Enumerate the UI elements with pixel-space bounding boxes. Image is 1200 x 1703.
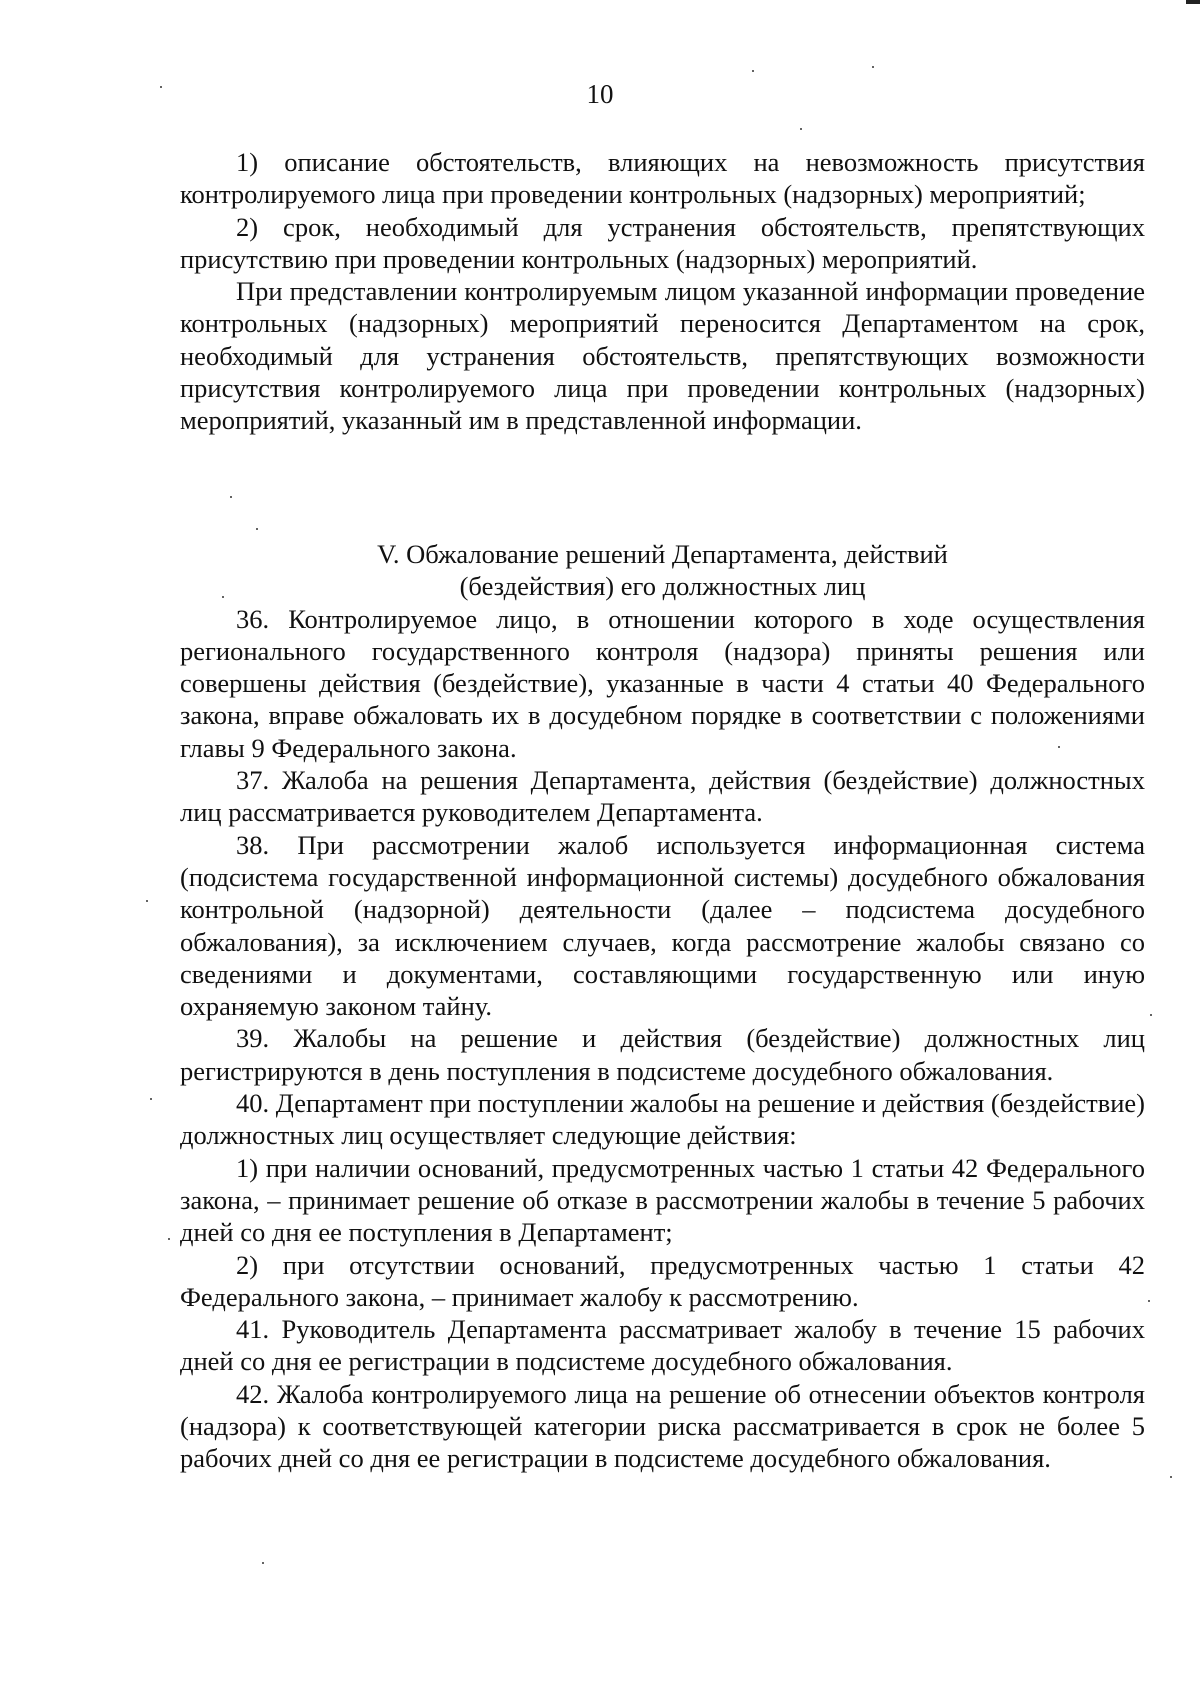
paragraph: 37. Жалоба на решения Департамента, действия (бездействие) должностных лиц рассматривается руководителем Департамента. [180, 765, 1145, 828]
intro-text [180, 146, 1145, 437]
scan-speck [256, 528, 258, 530]
paragraph: 1) при наличии оснований, предусмотренных частью 1 статьи 42 Федерального закона, – принимает решение об отказе в рассмотрении жалобы в течение 5 рабочих дней со дня ее поступления в Департамент; [180, 1152, 1145, 1248]
scan-speck [1170, 1476, 1172, 1478]
paragraph: 36. Контролируемое лицо, в отношении которого в ходе осуществления регионального государственного контроля (надзора) приняты решения или совершены действия (бездействие), указанные в части 4 статьи 40 Федерального закона, вправе обжаловать их в досудебном порядке в соответствии с положениями главы 9 Федерального закона. [180, 603, 1145, 763]
scan-speck [872, 66, 874, 68]
scan-speck [168, 1238, 170, 1240]
section-v [180, 538, 1145, 1475]
paragraph: 2) срок, необходимый для устранения обстоятельств, препятствующих присутствию при проведении контрольных (надзорных) мероприятий. [180, 211, 1145, 274]
scan-speck [262, 1562, 264, 1564]
paragraph: При представлении контролируемым лицом указанной информации проведение контрольных (надзорных) мероприятий переносится Департаментом на срок, необходимый для устранения обстоятельств, препятствующих возможности присутствия контролируемого лица при проведении контрольных (надзорных) мероприятий, указанный им в представленной информации. [180, 276, 1145, 436]
scan-speck [150, 1098, 152, 1100]
scan-speck [1150, 1014, 1152, 1016]
scan-corner-mark [1186, 0, 1200, 4]
paragraph: 38. При рассмотрении жалоб используется информационная система (подсистема государственной информационной системы) досудебного обжалования контрольной (надзорной) деятельности (далее – подсистема досудебного обжалования), за исключением случаев, когда рассмотрение жалобы связано со сведениями и документами, составляющими государственную или иную охраняемую законом тайну. [180, 829, 1145, 1022]
page-number: 10 [586, 79, 614, 109]
paragraph: 40. Департамент при поступлении жалобы на решение и действия (бездействие) должностных лиц осуществляет следующие действия: [180, 1088, 1145, 1151]
scan-speck [752, 70, 754, 72]
scan-speck [230, 496, 232, 498]
scan-speck [800, 128, 802, 130]
section-title [180, 538, 1145, 603]
section-title-line: (бездействия) его должностных лиц [459, 571, 866, 602]
paragraph: 39. Жалобы на решение и действия (бездействие) должностных лиц регистрируются в день поступления в подсистеме досудебного обжалования. [180, 1023, 1145, 1086]
paragraph: 1) описание обстоятельств, влияющих на невозможность присутствия контролируемого лица при проведении контрольных (надзорных) мероприятий; [180, 147, 1145, 210]
scan-speck [146, 900, 148, 902]
paragraph: 42. Жалоба контролируемого лица на решение об отнесении объектов контроля (надзора) к соответствующей категории риска рассматривается в срок не более 5 рабочих дней со дня ее регистрации в подсистеме досудебного обжалования. [180, 1378, 1145, 1474]
paragraph: 41. Руководитель Департамента рассматривает жалобу в течение 15 рабочих дней со дня ее регистрации в подсистеме досудебного обжалования. [180, 1314, 1145, 1377]
paragraph: 2) при отсутствии оснований, предусмотренных частью 1 статьи 42 Федерального закона, – принимает жалобу к рассмотрению. [180, 1249, 1145, 1312]
scan-speck [1148, 1300, 1150, 1302]
section-title-line: V. Обжалование решений Департамента, действий [377, 539, 948, 569]
